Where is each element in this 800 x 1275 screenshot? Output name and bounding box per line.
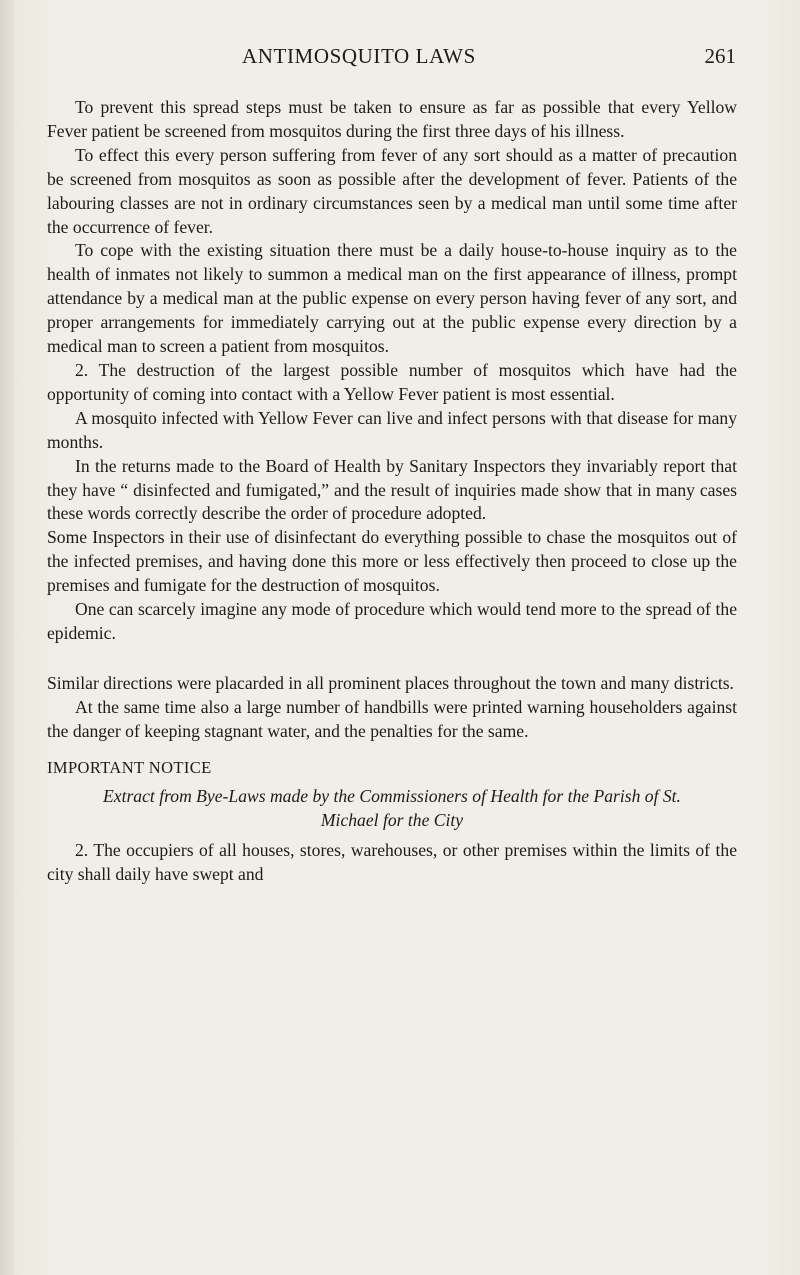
running-title: ANTIMOSQUITO LAWS (242, 44, 476, 68)
section-gap (47, 646, 737, 672)
body-text (47, 96, 737, 887)
paragraph: 2. The destruction of the largest possible number of mosquitos which have had the opportunity of coming into contact with a Yellow Fever patient is most essential. (47, 359, 737, 404)
paragraph: In the returns made to the Board of Health by Sanitary Inspectors they invariably report that they have “ disinfected and fumigated,” and the result of inquiries made show that in many cases these words correctly describe the order of procedure adopted. (47, 455, 737, 524)
paragraph: To prevent this spread steps must be taken to ensure as far as possible that every Yellow Fever patient be screened from mosquitos during the first three days of his illness. (47, 97, 737, 141)
paragraph: Similar directions were placarded in all prominent places throughout the town and many districts. (47, 672, 734, 693)
notice-title: IMPORTANT NOTICE (47, 757, 212, 777)
page-binding-edge (0, 0, 14, 1275)
paragraph: One can scarcely imagine any mode of procedure which would tend more to the spread of the epidemic. (47, 599, 737, 643)
page-number: 261 (704, 44, 736, 68)
paragraph: To cope with the existing situation there must be a daily house-to-house inquiry as to the health of inmates not likely to summon a medical man on the first appearance of illness, prompt attendance by a medical man at the public expense on every person having fever of any sort, and proper arrangements for immediately carrying out at the public expense every direction by a medical man to screen a patient from mosquitos. (47, 240, 737, 357)
paragraph: Some Inspectors in their use of disinfectant do everything possible to chase the mosquitos out of the infected premises, and having done this more or less effectively then proceed to close up the premises and fumigate for the destruction of mosquitos. (47, 527, 737, 596)
paragraph: To effect this every person suffering from fever of any sort should as a matter of precaution be screened from mosquitos as soon as possible after the development of fever. Patients of the labouring classes are not in ordinary circumstances seen by a medical man until some time after the occurrence of fever. (47, 144, 737, 237)
page-header (100, 44, 736, 78)
paragraph: A mosquito infected with Yellow Fever can live and infect persons with that disease for many months. (47, 407, 737, 452)
bye-law-clause: 2. The occupiers of all houses, stores, warehouses, or other premises within the limits of the city shall daily have swept and (47, 840, 737, 885)
bye-law-extract: Extract from Bye-Laws made by the Commissioners of Health for the Parish of St. Michael for the City (103, 786, 681, 831)
paragraph: At the same time also a large number of handbills were printed warning householders against the danger of keeping stagnant water, and the penalties for the same. (47, 696, 737, 741)
